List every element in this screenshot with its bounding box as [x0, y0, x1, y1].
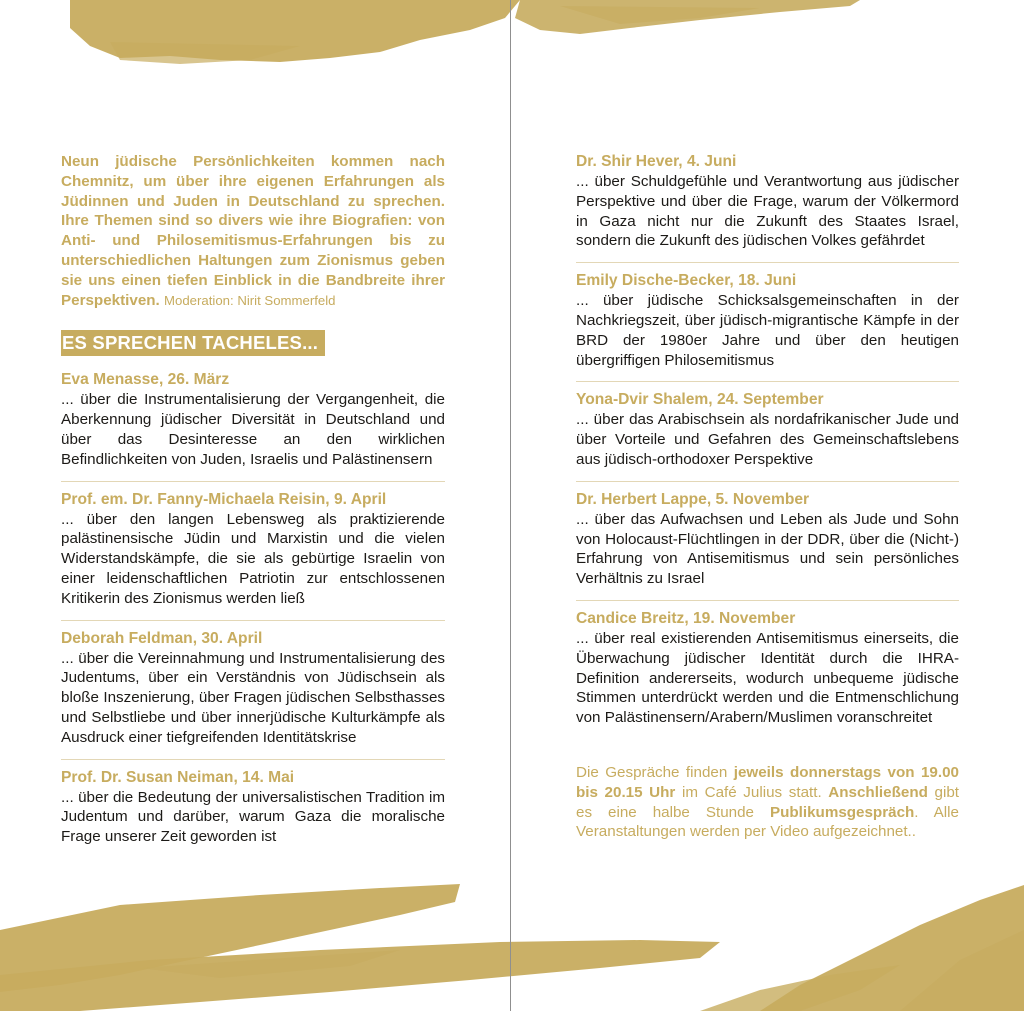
page-fold-line	[510, 0, 511, 1011]
speaker-name: Candice Breitz, 19. November	[576, 609, 796, 627]
left-column	[61, 152, 445, 866]
speaker-entry	[576, 490, 959, 601]
speaker-entry	[61, 370, 445, 481]
intro-paragraph	[61, 152, 445, 310]
speaker-name: Yona-Dvir Shalem, 24. September	[576, 391, 824, 409]
section-banner: ES SPRECHEN TACHELES...	[61, 330, 325, 356]
intro-text: Neun jüdische Persönlichkeiten kommen nach Chemnitz, um über ihre eigenen Erfahrungen als Jüdinnen und Juden in Deutschland zu sprechen. Ihre Themen sind so divers wie ihre Biografien: von Anti- und Philosemitismus-Erfahrungen bis zu unterschiedlichen Haltungen zum Zionismus geben sie uns einen tiefen Einblick in die Bandbreite ihrer Perspektiven.	[61, 153, 445, 309]
note-schedule: jeweils donnerstags von 19.00 bis 20.15 Uhr	[576, 763, 959, 801]
right-column	[576, 152, 959, 842]
speaker-topic: ... über die Bedeutung der universalistischen Tradition im Judentum und darüber, warum Gaza die moralische Frage unserer Zeit geworden ist	[61, 788, 445, 846]
speaker-topic: ... über den langen Lebensweg als praktizierende palästinensische Jüdin und Marxistin und die vielen Widerstandskämpfe, die sie als gebürtige Israelin von einer leidenschaftlichen Patriotin zur entschlossenen Kritikerin des Zionismus werden ließ	[61, 510, 445, 607]
note-audience-talk: Publikumsgespräch	[769, 803, 915, 821]
note-text: gibt es eine halbe Stunde	[576, 783, 959, 821]
speaker-name: Deborah Feldman, 30. April	[61, 629, 263, 647]
speaker-name: Emily Dische-Becker, 18. Juni	[576, 272, 797, 290]
speaker-topic: ... über die Instrumentalisierung der Vergangenheit, die Aberkennung jüdischer Diversität in Deutschland und über das Desinteresse an den wirklichen Befindlichkeiten von Juden, Israelis und Palästinensern	[61, 391, 445, 468]
speaker-topic: ... über das Aufwachsen und Leben als Jude und Sohn von Holocaust-Flüchtlingen in der DDR, über die (Nicht-) Erfahrung von Antisemitismus und sein persönliches Verhältnis zu Israel	[576, 510, 959, 588]
speaker-name: Dr. Shir Hever, 4. Juni	[576, 153, 737, 170]
speaker-name: Dr. Herbert Lappe, 5. November	[576, 490, 810, 508]
speaker-entry	[61, 490, 445, 621]
speaker-entry	[576, 390, 959, 481]
note-afterwards: Anschließend	[828, 783, 928, 801]
speaker-name: Prof. em. Dr. Fanny-Michaela Reisin, 9. April	[61, 490, 387, 508]
speaker-entry	[61, 629, 445, 760]
speaker-entry	[576, 609, 959, 739]
moderation-credit: Moderation: Nirit Sommerfeld	[164, 292, 336, 308]
speaker-entry	[61, 768, 445, 858]
event-info-note	[576, 763, 959, 842]
speaker-topic: ... über Schuldgefühle und Verantwortung aus jüdischer Perspektive und über die Frage, warum der Völkermord in Gaza nicht nur die Zukunft des Staates Israel, sondern die Zukunft des jüdischen Volkes gefährdet	[576, 173, 959, 250]
note-text: Die Gespräche finden	[576, 763, 734, 781]
speaker-topic: ... über real existierenden Antisemitismus einerseits, die Überwachung jüdischer Identität durch die IHRA-Definition andererseits, wodurch unbequeme jüdische Stimmen unterdrückt werden und die Entmenschlichung von Palästinensern/Arabern/Muslimen voranschreitet	[576, 629, 959, 727]
speaker-topic: ... über jüdische Schicksalsgemeinschaften in der Nachkriegszeit, über jüdisch-migrantische Kämpfe in der BRD der 1980er Jahre und über den heutigen übergriffigen Philosemitismus	[576, 292, 959, 369]
speaker-entry	[576, 271, 959, 382]
note-text: im Café Julius statt.	[675, 783, 829, 801]
speaker-topic: ... über das Arabischsein als nordafrikanischer Jude und über Vorteile und Gefahren des Gemeinschaftslebens aus jüdisch-orthodoxer Perspektive	[576, 411, 959, 468]
speaker-name: Eva Menasse, 26. März	[61, 371, 230, 389]
note-text: . Alle Veranstaltungen werden per Video aufgezeichnet..	[576, 803, 959, 841]
speaker-name: Prof. Dr. Susan Neiman, 14. Mai	[61, 768, 295, 786]
speaker-topic: ... über die Vereinnahmung und Instrumentalisierung des Judentums, über ein Verständnis von Jüdischsein als bloße Inszenierung, über Fragen jüdischen Selbsthasses und Selbstliebe und über innerjüdische Kulturkämpfe als Ausdruck einer tiefgreifenden Identitätskrise	[61, 649, 445, 746]
speaker-entry	[576, 152, 959, 263]
